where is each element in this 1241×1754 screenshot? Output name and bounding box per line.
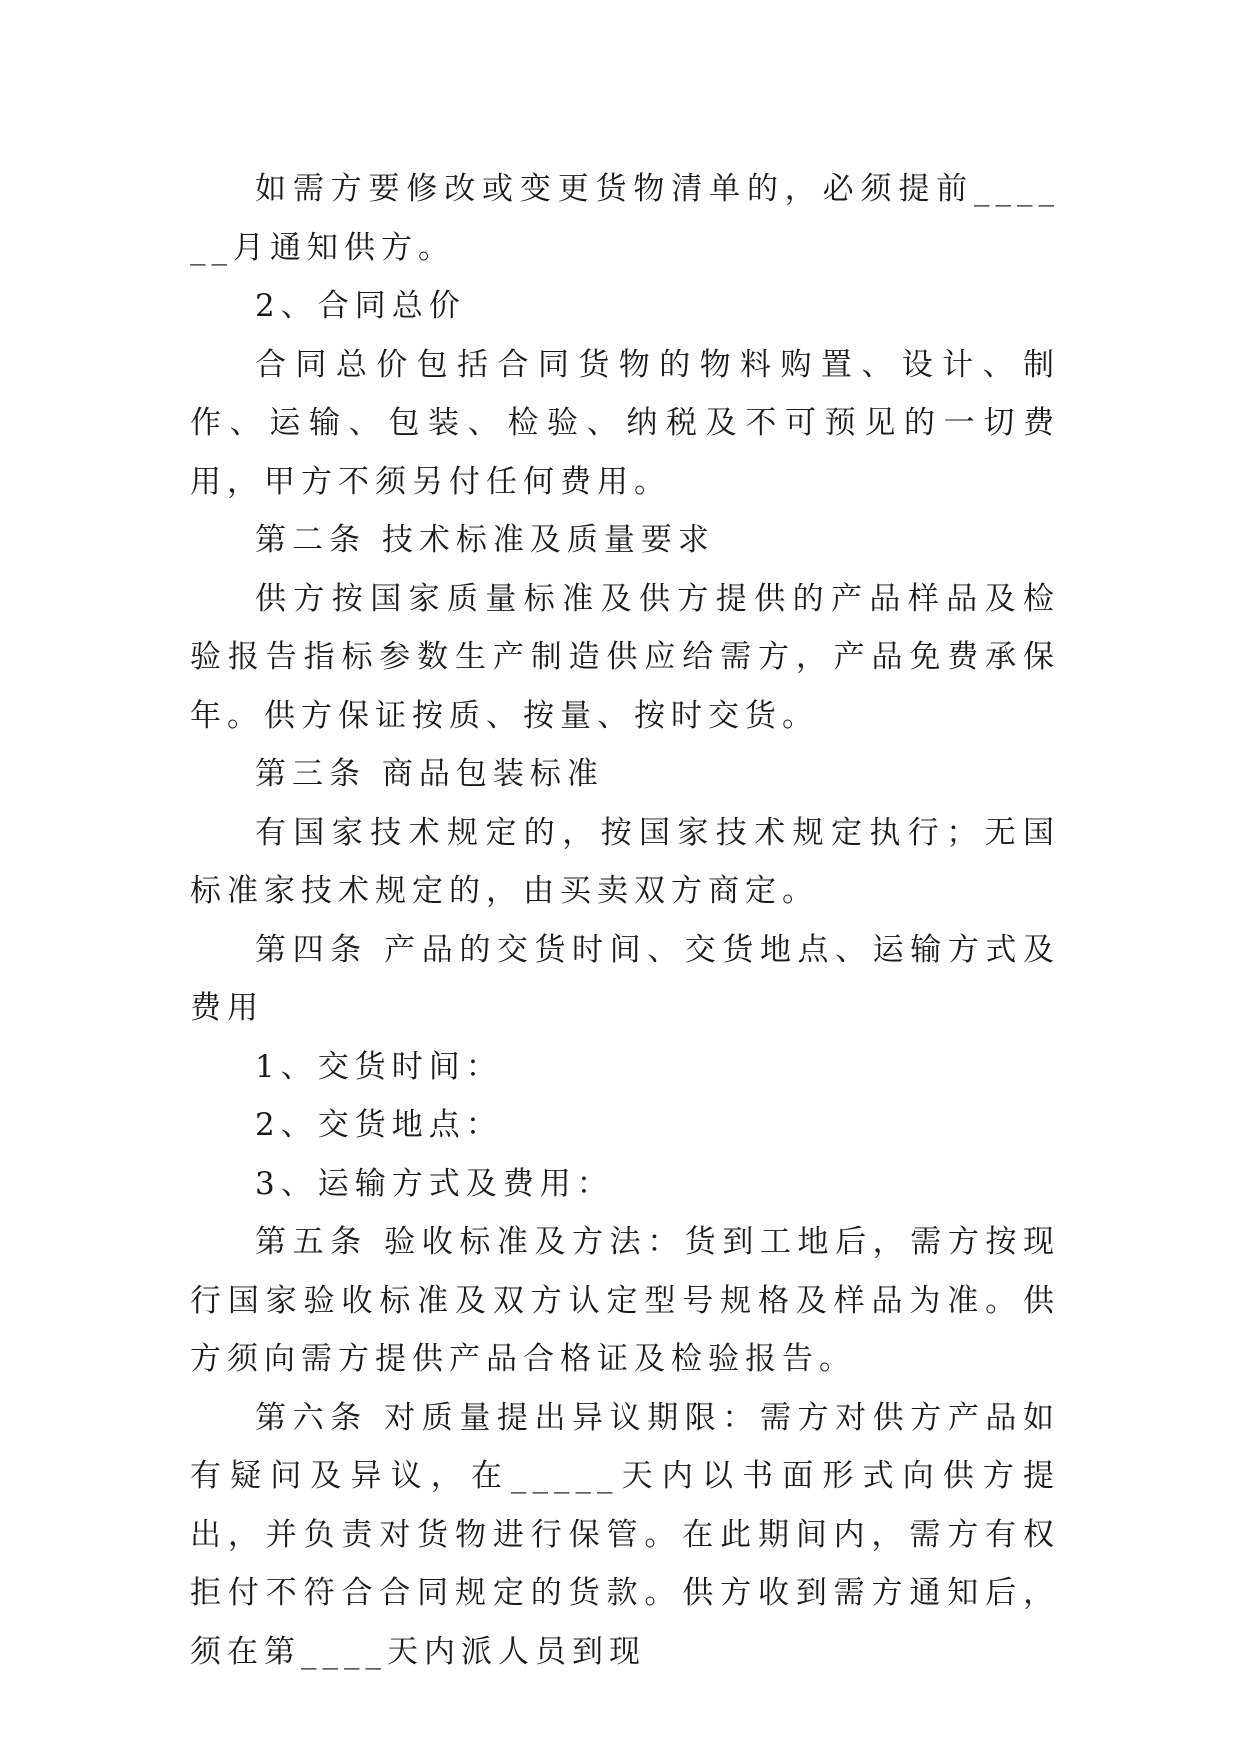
heading-total-price: 2、合同总价 [255, 288, 466, 324]
paragraph-article-5: 第五条 验收标准及方法：货到工地后，需方按现行国家验收标准及双方认定型号规格及样品为准。供方须向需方提供产品合格证及检验报告。 [190, 1224, 1060, 1377]
paragraph-article-6: 第六条 对质量提出异议期限：需方对供方产品如有疑问及异议，在_____天内以书面形式向供方提出，并负责对货物进行保管。在此期间内，需方有权拒付不符合合同规定的货款。供方收到需方通知后，须在第____天内派人员到现 [190, 1399, 1060, 1670]
paragraph-change-notice: 如需方要修改或变更货物清单的，必须提前______月通知供方。 [190, 171, 1060, 266]
list-item-delivery-place: 2、交货地点： [255, 1107, 503, 1143]
list-item-delivery-time: 1、交货时间： [255, 1048, 503, 1085]
paragraph-quality-standard: 供方按国家质量标准及供方提供的产品样品及检验报告指标参数生产制造供应给需方，产品免费承保年。供方保证按质、按量、按时交货。 [190, 580, 1060, 734]
heading-article-4: 第四条 产品的交货时间、交货地点、运输方式及费用 [190, 931, 1060, 1026]
paragraph-packaging: 有国家技术规定的，按国家技术规定执行；无国标准家技术规定的，由买卖双方商定。 [190, 814, 1060, 909]
list-item-transport: 3、运输方式及费用： [255, 1165, 614, 1202]
heading-article-3: 第三条 商品包装标准 [255, 756, 604, 792]
document-body [190, 160, 1060, 1681]
heading-article-2: 第二条 技术标准及质量要求 [255, 522, 715, 558]
paragraph-total-price: 合同总价包括合同货物的物料购置、设计、制作、运输、包装、检验、纳税及不可预见的一切费用，甲方不须另付任何费用。 [190, 346, 1060, 500]
